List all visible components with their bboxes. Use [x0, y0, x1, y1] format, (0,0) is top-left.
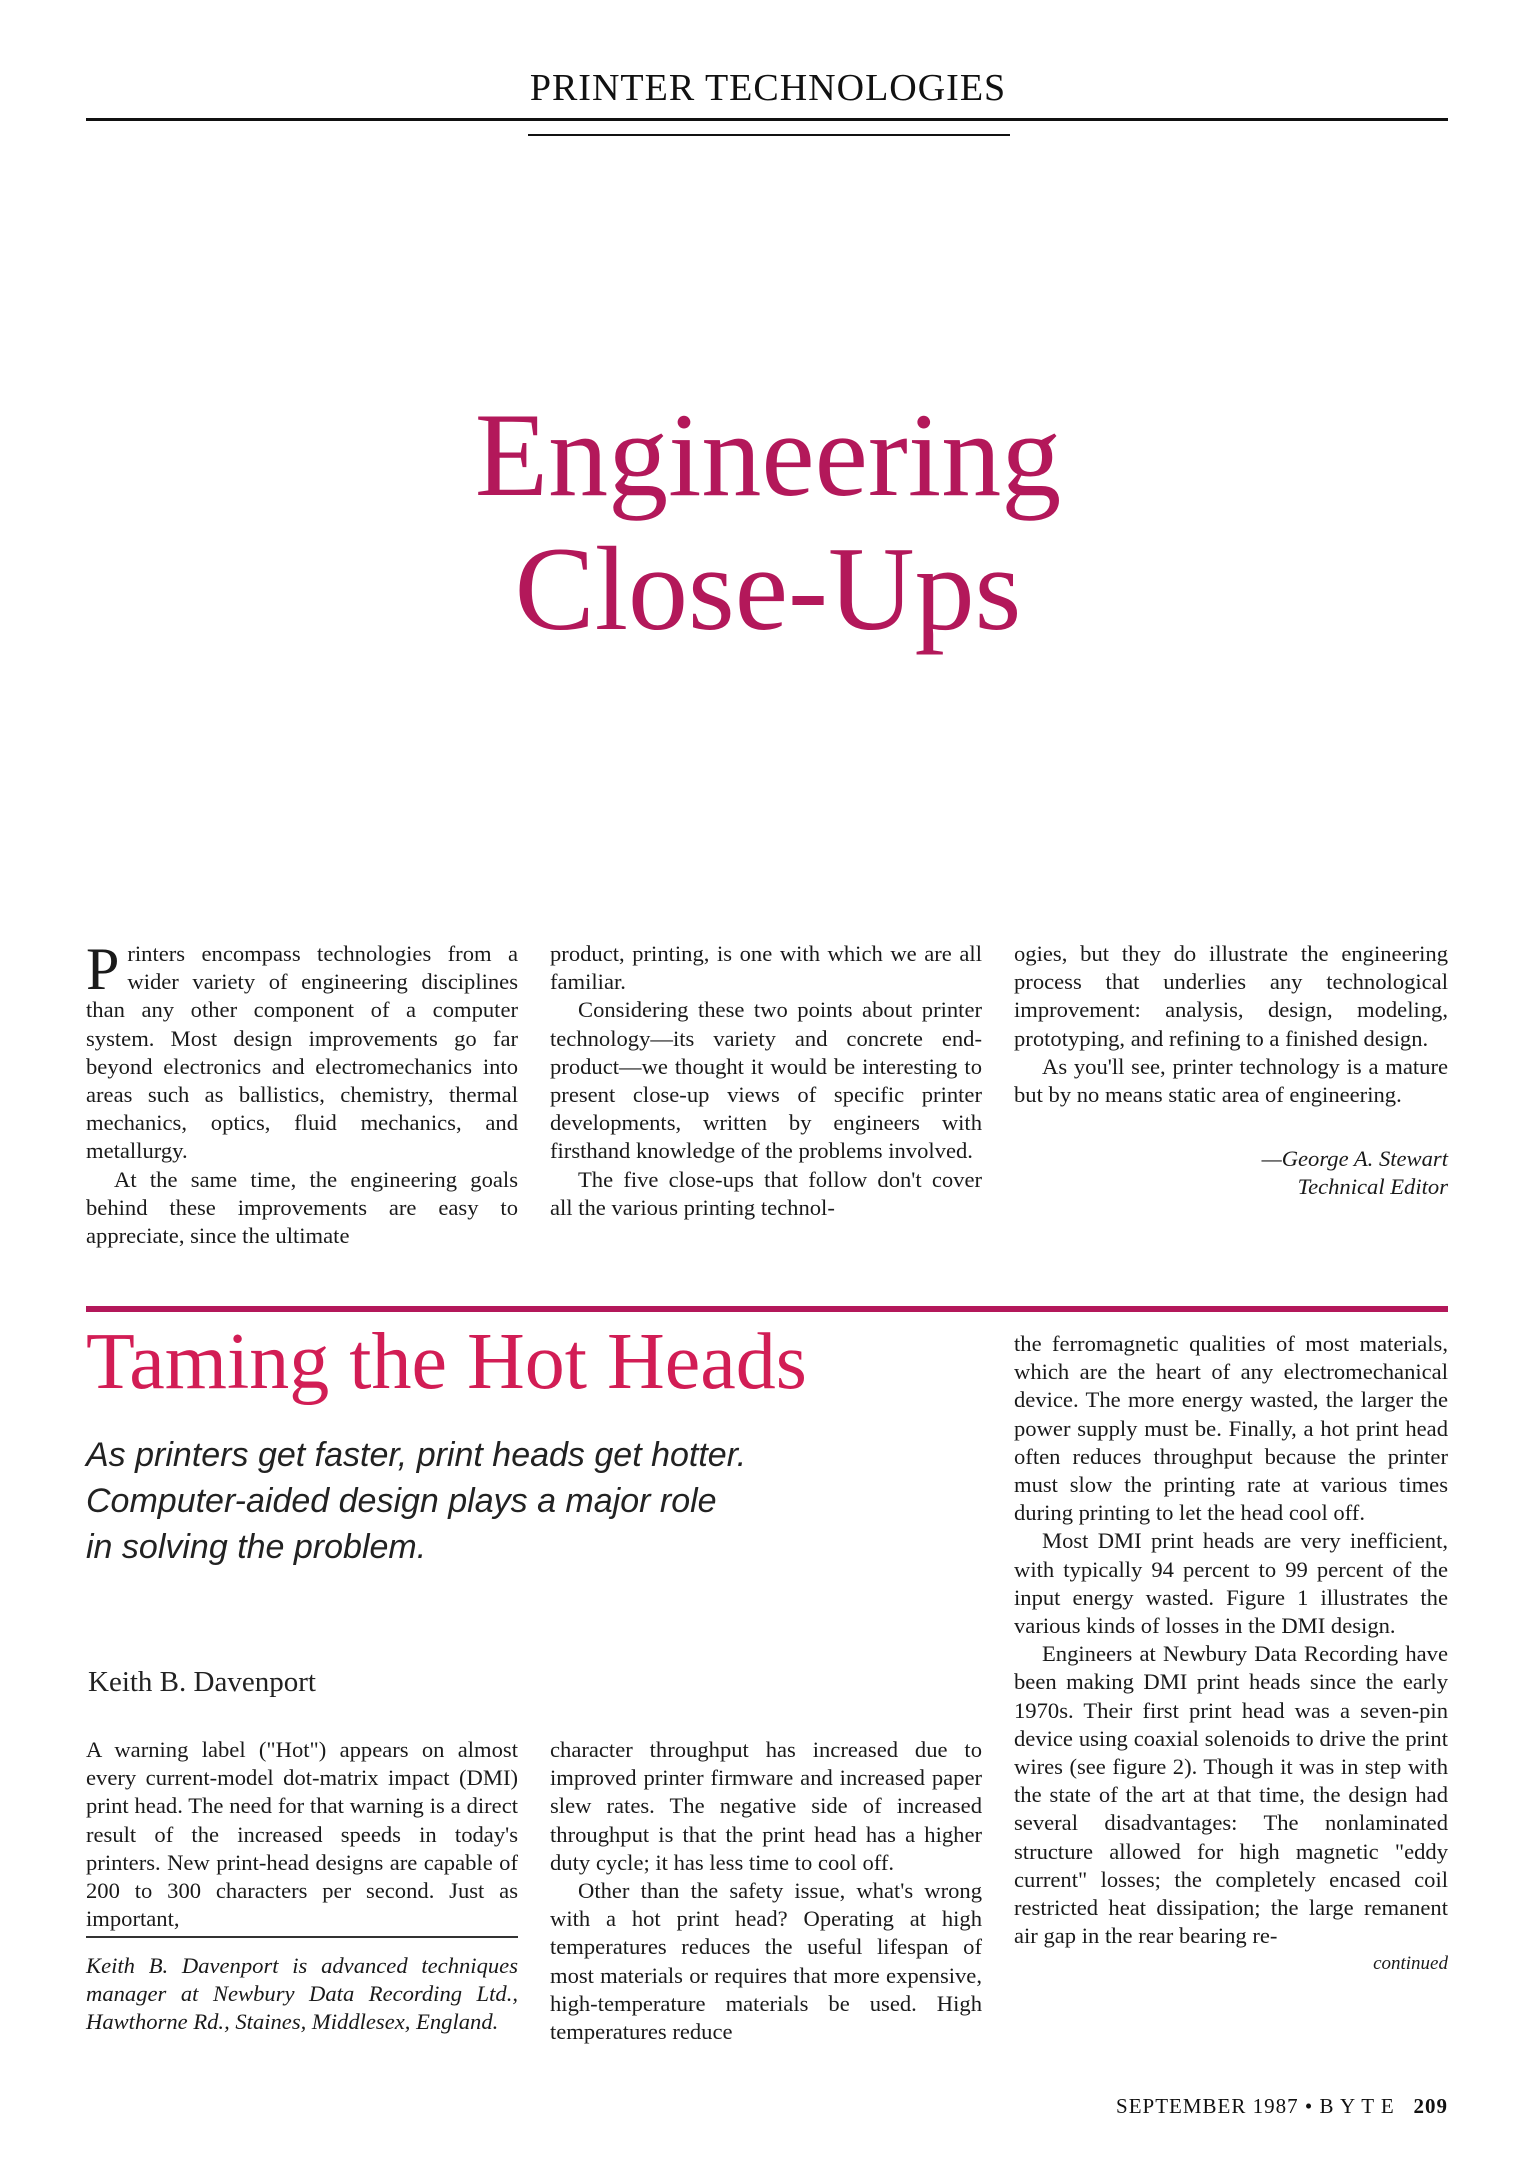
- article-title: Taming the Hot Heads: [86, 1318, 807, 1406]
- intro-paragraph-2-continued: product, printing, is one with which we are all familiar.: [550, 941, 982, 995]
- signature-name: —George A. Stewart: [1261, 1146, 1448, 1172]
- page-footer: [0, 2094, 1448, 2119]
- intro-paragraph-2: At the same time, the engineering goals behind these improvements are easy to appreciate, since the ultimate: [86, 1166, 518, 1249]
- intro-paragraph-1: Printers encompass technologies from a wider variety of engineering disciplines than any other component of a computer system. Most design improvements go far beyond electronics and electromechanics into areas such as ballistics, chemistry, thermal mechanics, optics, fluid mechanics, and metallurgy.: [86, 936, 518, 1164]
- intro-paragraph-4: The five close-ups that follow don't cover all the various printing technol-: [550, 1166, 982, 1220]
- deck-line-2: Computer-aided design plays a major role: [86, 1482, 717, 1520]
- body-paragraph-2: Other than the safety issue, what's wrong with a hot print head? Operating at high temperatures reduces the useful lifespan of most materials or requires that more expensive, high-temperature materials be used. High temperatures reduce: [550, 1878, 982, 2045]
- body-column-3: [1014, 1330, 1448, 1979]
- body-paragraph-1: A warning label ("Hot") appears on almost every current-model dot-matrix impact (DMI) print head. The need for that warning is a direct result of the increased speeds in today's printers. New print-head designs are capable of 200 to 300 characters per second. Just as important,: [86, 1737, 518, 1932]
- intro-column-1: [86, 936, 518, 1250]
- footer-issue: SEPTEMBER 1987 • B Y T E: [1116, 2094, 1395, 2118]
- body-paragraph-4: Engineers at Newbury Data Recording have been making DMI print heads since the early 1970s. Their first print head was a seven-pin device using coaxial solenoids to drive the print wires (see figure 2). Though it was in step with the state of the art at that time, the design had several disadvantages: The nonlaminated structure allowed for high magnetic "eddy current" losses; the completely encased coil restricted heat dissipation; the large remanent air gap in the rear bearing re-: [1014, 1641, 1448, 1949]
- bio-rule: [86, 1936, 518, 1938]
- header-rule: [86, 118, 1448, 121]
- drop-cap: P: [86, 936, 120, 1002]
- main-title-line2: Close-Ups: [514, 522, 1022, 655]
- page-number: 209: [1413, 2094, 1448, 2118]
- header-short-rule: [528, 134, 1010, 136]
- main-title: [0, 388, 1536, 656]
- continued-note: continued: [1373, 1953, 1448, 1975]
- intro-column-2: [550, 940, 982, 1222]
- intro-paragraph-3: Considering these two points about printer technology—its variety and concrete end-product—we thought it would be interesting to present close-up views of specific printer developments, written by engineers with firsthand knowledge of the problems involved.: [550, 997, 982, 1164]
- body-column-1: [86, 1736, 518, 1933]
- byline: Keith B. Davenport: [88, 1666, 316, 1698]
- author-bio: Keith B. Davenport is advanced techniques manager at Newbury Data Recording Ltd., Hawthorne Rd., Staines, Middlesex, England.: [86, 1953, 518, 2035]
- body-column-2: [550, 1736, 982, 2046]
- intro-paragraph-4-continued: ogies, but they do illustrate the engineering process that underlies any technological improvement: analysis, design, modeling, prototyping, and refining to a finished design.: [1014, 941, 1448, 1051]
- body-paragraph-1-continued: character throughput has increased due to improved printer firmware and increased paper slew rates. The negative side of increased throughput is that the print head has a higher duty cycle; it has less time to cool off.: [550, 1737, 982, 1875]
- intro-column-3: [1014, 940, 1448, 1202]
- article-deck: [86, 1432, 886, 1570]
- deck-line-3: in solving the problem.: [86, 1528, 427, 1566]
- main-title-line1: Engineering: [474, 388, 1062, 521]
- signature-title: Technical Editor: [1297, 1174, 1448, 1200]
- intro-paragraph-5: As you'll see, printer technology is a mature but by no means static area of engineering.: [1014, 1053, 1448, 1108]
- body-paragraph-3: Most DMI print heads are very inefficient, with typically 94 percent to 99 percent of the input energy wasted. Figure 1 illustrates the various kinds of losses in the DMI design.: [1014, 1528, 1448, 1639]
- deck-line-1: As printers get faster, print heads get hotter.: [86, 1436, 747, 1474]
- body-paragraph-2-continued: the ferromagnetic qualities of most materials, which are the heart of any electromechanical device. The more energy wasted, the larger the power supply must be. Finally, a hot print head often reduces throughput because the printer must slow the printing rate at various times during printing to let the head cool off.: [1014, 1331, 1448, 1526]
- section-header: PRINTER TECHNOLOGIES: [529, 67, 1007, 109]
